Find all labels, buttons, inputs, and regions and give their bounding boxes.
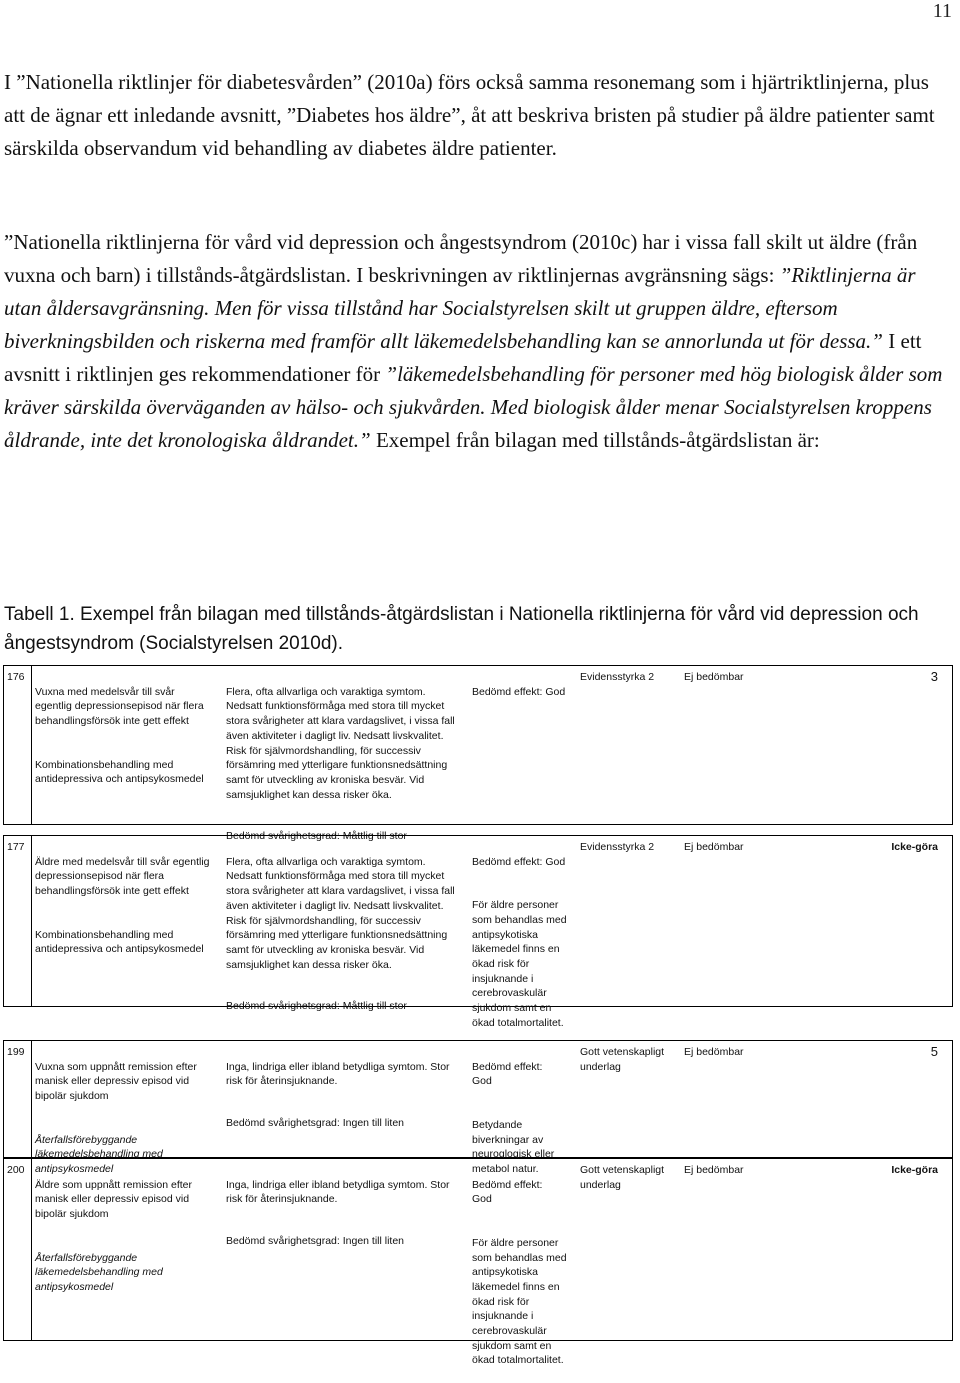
paragraph-diabetes: I ”Nationella riktlinjer för diabetesvården” (2010a) förs också samma resonemang som i hjärtriktlinjerna, plus att de ägnar ett inledande avsnitt, ”Diabetes hos äldre”, åt att beskriva bristen på studier på äldre patienter samt särskilda observandum vid behandling av diabetes äldre patienter. [4,70,935,160]
row-id: 177 [4,836,32,1006]
paragraph-text: Exempel från bilagan med tillstånds-åtgärdslistan är: [370,428,820,452]
treatment-text: Kombinationsbehandling med antidepressiva och antipsykosmedel [35,928,204,956]
effect-text: Bedömd effekt: God [472,685,566,698]
condition-cell [35,1163,225,1309]
priority-cell: 3 [930,669,938,684]
severity-cell [226,1045,470,1145]
recommendation-cell: Ej bedömbar [684,671,744,683]
recommendation-cell: Ej bedömbar [684,1046,744,1058]
condition-text: Vuxna som uppnått remission efter manisk eller depressiv episod vid bipolär sjukdom [35,1060,197,1103]
table-row [3,1158,953,1367]
evidence-cell: Evidensstyrka 2 [580,841,655,853]
effect-text: Bedömd effekt: God [472,1178,543,1206]
row-id: 176 [4,666,32,824]
effect-note: För äldre personer som behandlas med antipsykotiska läkemedel finns en ökad risk för insjuknande i cerebrovaskulär sjukdom samt en ökad totalmortalitet. [472,899,567,1029]
effect-note: För äldre personer som behandlas med antipsykotiska läkemedel finns en ökad risk för insjuknande i cerebrovaskulär sjukdom samt en ökad totalmortalitet. [472,1236,567,1367]
severity-assessment: Bedömd svårighetsgrad: Måttlig till stor [226,1000,407,1013]
table-row [3,835,953,1029]
row-id: 200 [4,1159,32,1340]
paragraph-text: I ett avsnitt i riktlinjen ges rekommendationer för [4,329,922,386]
effect-cell [472,1163,582,1383]
severity-assessment: Bedömd svårighetsgrad: Ingen till liten [226,1116,405,1129]
paragraph-depression [4,226,952,457]
severity-cell [226,1163,470,1263]
effect-text: Bedömd effekt: God [472,1060,543,1088]
severity-text: Inga, lindriga eller ibland betydliga symtom. Stor risk för återinsjuknande. [226,1060,450,1088]
row-id: 199 [4,1041,32,1157]
effect-cell [472,670,582,714]
priority-cell: 5 [930,1044,938,1059]
priority-cell: Icke-göra [891,841,938,853]
severity-cell [226,670,470,858]
severity-assessment: Bedömd svårighetsgrad: Måttlig till stor [226,830,407,843]
severity-assessment: Bedömd svårighetsgrad: Ingen till liten [226,1234,405,1247]
effect-text: Bedömd effekt: God [472,855,566,868]
quote-biological-age: ”läkemedelsbehandling för personer med hög biologisk ålder som kräver särskilda överväganden av hälso- och sjukvården. Med biologisk ålder menar Socialstyrelsen kroppens åldrande, inte det kronologiska åldrandet.” [4,362,943,452]
quote-delimitation: ”Riktlinjerna är utan åldersavgränsning. Men för vissa tillstånd har Socialstyrelsen skilt ut gruppen äldre, eftersom biverkningsbilden och riskerna med framför allt läkemedelsbehandling kan se annorlunda ut för dessa.” [4,263,916,353]
treatment-text: Återfallsförebyggande läkemedelsbehandling med antipsykosmedel [35,1251,163,1293]
evidence-cell: Gott vetenskapligt underlag [580,1046,665,1073]
severity-text: Flera, ofta allvarliga och varaktiga symtom. Nedsatt funktionsförmåga med stora till mycket stora svårigheter att klara vardagslivet, i vissa fall även aktiviteter i dagligt liv. Nedsatt livskvalitet. Risk för självmordshandling, för successiv försämring med ytterligare funktionsnedsättning samt för utveckling av kroniska besvär. Vid samsjuklighet kan dessa risker öka. [226,685,455,801]
severity-text: Flera, ofta allvarliga och varaktiga symtom. Nedsatt funktionsförmåga med stora till mycket stora svårigheter att klara vardagslivet, i vissa fall även aktiviteter i dagligt liv. Nedsatt livskvalitet. Risk för självmordshandling, för successiv försämring med ytterligare funktionsnedsättning samt för utveckling av kroniska besvär. Vid samsjuklighet kan dessa risker öka. [226,855,455,971]
paragraph-text: ”Nationella riktlinjerna för vård vid depression och ångestsyndrom (2010c) har i vissa fall skilt ut äldre (från vuxna och barn) i tillstånds-åtgärdslistan. I beskrivningen av riktlinjernas avgränsning sägs: [4,230,918,287]
condition-cell [35,670,225,802]
effect-note: Betydande biverkningar av neuroglogisk eller metabol natur. [472,1118,555,1175]
page-number: 11 [932,0,952,22]
condition-cell [35,840,225,972]
treatment-text: Kombinationsbehandling med antidepressiva och antipsykosmedel [35,758,204,786]
evidence-cell: Evidensstyrka 2 [580,671,655,683]
table-caption: Tabell 1. Exempel från bilagan med tillstånds-åtgärdslistan i Nationella riktlinjerna för vård vid depression och ångestsyndrom (Socialstyrelsen 2010d). [4,604,919,654]
severity-cell [226,840,470,1028]
recommendation-cell: Ej bedömbar [684,1164,744,1176]
condition-text: Äldre som uppnått remission efter manisk eller depressiv episod vid bipolär sjukdom [35,1178,192,1221]
priority-cell: Icke-göra [891,1164,938,1176]
treatment-text: Återfallsförebyggande läkemedelsbehandling med antipsykosmedel [35,1133,163,1175]
condition-text: Vuxna med medelsvår till svår egentlig depressionsepisod när flera behandlingsförsök inte gett effekt [35,685,204,728]
severity-text: Inga, lindriga eller ibland betydliga symtom. Stor risk för återinsjuknande. [226,1178,450,1206]
condition-text: Äldre med medelsvår till svår egentlig depressionsepisod när flera behandlingsförsök inte gett effekt [35,855,210,898]
evidence-cell: Gott vetenskapligt underlag [580,1164,665,1191]
effect-cell [472,840,582,1045]
table-row [3,665,953,843]
recommendation-cell: Ej bedömbar [684,841,744,853]
